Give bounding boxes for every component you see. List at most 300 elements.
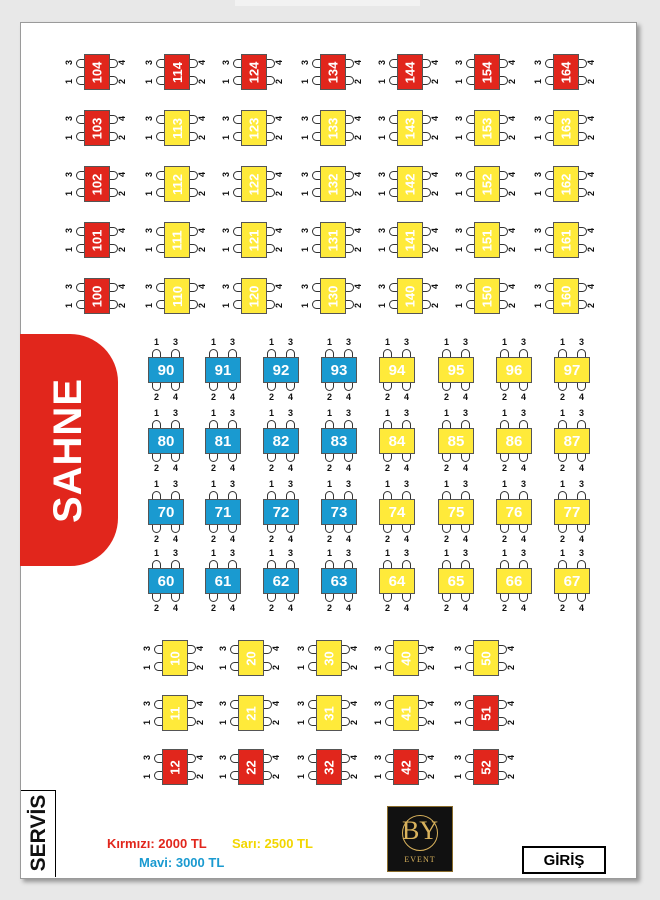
logo-monogram: BY — [401, 816, 439, 845]
chair — [228, 524, 237, 533]
table-76[interactable] — [496, 499, 532, 525]
seat-number: 4 — [463, 603, 469, 613]
table-number: 87 — [563, 432, 581, 450]
table-32[interactable] — [316, 749, 342, 785]
table-number: 64 — [388, 572, 406, 590]
table-134[interactable] — [320, 54, 346, 90]
table-112[interactable] — [164, 166, 190, 202]
seat-number: 1 — [221, 190, 232, 197]
chair — [152, 593, 161, 602]
table-number: 20 — [243, 650, 259, 666]
seat-number: 3 — [454, 171, 465, 178]
seat-number: 2 — [502, 463, 508, 473]
seat-number: 2 — [211, 463, 217, 473]
seat-number: 4 — [586, 115, 597, 122]
chair — [558, 524, 567, 533]
chair — [577, 524, 586, 533]
table-161[interactable] — [553, 222, 579, 258]
table-number: 153 — [479, 117, 495, 139]
seat-number: 4 — [117, 59, 128, 66]
seat-number: 1 — [454, 302, 465, 309]
seat-number: 4 — [463, 463, 469, 473]
seat-number: 1 — [269, 548, 275, 558]
seat-number: 4 — [353, 59, 364, 66]
chair — [402, 524, 411, 533]
seat-number: 2 — [507, 78, 518, 85]
seat-number: 2 — [274, 134, 285, 141]
table-number: 61 — [214, 572, 232, 590]
seat-number: 1 — [211, 548, 217, 558]
seat-number: 1 — [64, 78, 75, 85]
chair — [267, 593, 276, 602]
seat-number: 4 — [430, 115, 441, 122]
table-75[interactable] — [438, 499, 474, 525]
seat-number: 4 — [404, 463, 410, 473]
seat-number: 1 — [142, 773, 153, 780]
table-61[interactable] — [205, 568, 241, 594]
table-144[interactable] — [397, 54, 423, 90]
seat-number: 4 — [506, 645, 517, 652]
table-12[interactable] — [162, 749, 188, 785]
seat-number: 4 — [173, 534, 179, 544]
table-number: 120 — [246, 285, 262, 307]
table-number: 50 — [478, 650, 494, 666]
seat-number: 1 — [327, 479, 333, 489]
seat-number: 4 — [430, 171, 441, 178]
table-number: 91 — [214, 361, 232, 379]
seat-number: 3 — [221, 115, 232, 122]
seat-number: 1 — [377, 134, 388, 141]
table-number: 131 — [325, 229, 341, 251]
table-142[interactable] — [397, 166, 423, 202]
seat-number: 1 — [377, 246, 388, 253]
table-70[interactable] — [148, 499, 184, 525]
table-93[interactable] — [321, 357, 357, 383]
seat-number: 1 — [453, 719, 464, 726]
seat-number: 3 — [454, 115, 465, 122]
table-number: 103 — [89, 117, 105, 139]
table-number: 12 — [167, 759, 183, 775]
seat-number: 3 — [377, 283, 388, 290]
seat-number: 2 — [197, 302, 208, 309]
seat-number: 2 — [274, 190, 285, 197]
service-area — [21, 790, 56, 877]
chair — [577, 453, 586, 462]
table-number: 76 — [505, 503, 523, 521]
seat-number: 1 — [218, 664, 229, 671]
seat-number: 1 — [385, 337, 391, 347]
seat-number: 4 — [579, 534, 585, 544]
seat-number: 4 — [271, 700, 282, 707]
table-number: 121 — [246, 229, 262, 251]
table-number: 75 — [447, 503, 465, 521]
seat-number: 2 — [154, 392, 160, 402]
seat-number: 1 — [444, 479, 450, 489]
table-42[interactable] — [393, 749, 419, 785]
legend-yellow: Sarı: 2500 TL — [232, 836, 313, 851]
table-65[interactable] — [438, 568, 474, 594]
table-number: 62 — [272, 572, 290, 590]
table-153[interactable] — [474, 110, 500, 146]
table-21[interactable] — [238, 695, 264, 731]
table-50[interactable] — [473, 640, 499, 676]
seat-number: 4 — [117, 227, 128, 234]
seat-number: 1 — [502, 337, 508, 347]
seat-number: 2 — [353, 302, 364, 309]
seat-number: 4 — [195, 645, 206, 652]
seat-number: 4 — [521, 392, 527, 402]
seat-number: 4 — [197, 59, 208, 66]
table-number: 60 — [157, 572, 175, 590]
seat-number: 4 — [346, 392, 352, 402]
seat-number: 2 — [274, 302, 285, 309]
table-20[interactable] — [238, 640, 264, 676]
seat-number: 1 — [533, 302, 544, 309]
seat-number: 4 — [173, 603, 179, 613]
seat-number: 2 — [274, 78, 285, 85]
seat-number: 3 — [173, 337, 179, 347]
table-number: 22 — [243, 759, 259, 775]
seat-number: 2 — [430, 134, 441, 141]
seat-number: 1 — [221, 246, 232, 253]
chair — [228, 593, 237, 602]
seat-number: 4 — [274, 283, 285, 290]
seat-number: 4 — [197, 283, 208, 290]
seat-number: 4 — [230, 392, 236, 402]
table-121[interactable] — [241, 222, 267, 258]
seat-number: 3 — [300, 59, 311, 66]
table-41[interactable] — [393, 695, 419, 731]
table-151[interactable] — [474, 222, 500, 258]
table-number: 104 — [89, 61, 105, 83]
table-120[interactable] — [241, 278, 267, 314]
table-number: 134 — [325, 61, 341, 83]
table-110[interactable] — [164, 278, 190, 314]
chair — [325, 524, 334, 533]
seat-number: 1 — [560, 337, 566, 347]
seat-number: 2 — [507, 134, 518, 141]
seat-number: 3 — [288, 479, 294, 489]
seat-number: 1 — [144, 134, 155, 141]
table-154[interactable] — [474, 54, 500, 90]
table-95[interactable] — [438, 357, 474, 383]
chair — [500, 453, 509, 462]
table-52[interactable] — [473, 749, 499, 785]
seat-number: 1 — [154, 548, 160, 558]
table-123[interactable] — [241, 110, 267, 146]
seat-number: 2 — [353, 134, 364, 141]
table-number: 161 — [558, 229, 574, 251]
chair — [519, 382, 528, 391]
table-104[interactable] — [84, 54, 110, 90]
table-94[interactable] — [379, 357, 415, 383]
seat-number: 4 — [507, 227, 518, 234]
chair — [325, 453, 334, 462]
seat-number: 3 — [404, 548, 410, 558]
table-number: 144 — [402, 61, 418, 83]
seat-number: 3 — [173, 479, 179, 489]
seat-number: 2 — [385, 463, 391, 473]
table-63[interactable] — [321, 568, 357, 594]
seat-number: 2 — [506, 664, 517, 671]
seat-number: 4 — [463, 392, 469, 402]
table-74[interactable] — [379, 499, 415, 525]
table-number: 63 — [330, 572, 348, 590]
seat-number: 2 — [271, 773, 282, 780]
seat-number: 2 — [327, 392, 333, 402]
seat-number: 1 — [385, 408, 391, 418]
chair — [209, 382, 218, 391]
seat-number: 2 — [586, 246, 597, 253]
seat-number: 1 — [300, 134, 311, 141]
seat-number: 4 — [117, 283, 128, 290]
table-number: 11 — [167, 706, 183, 720]
seat-number: 4 — [230, 534, 236, 544]
seat-number: 1 — [144, 302, 155, 309]
table-51[interactable] — [473, 695, 499, 731]
table-90[interactable] — [148, 357, 184, 383]
table-133[interactable] — [320, 110, 346, 146]
table-103[interactable] — [84, 110, 110, 146]
table-152[interactable] — [474, 166, 500, 202]
legend-red: Kırmızı: 2000 TL — [107, 836, 207, 851]
seat-number: 3 — [221, 171, 232, 178]
seat-number: 3 — [144, 227, 155, 234]
seat-number: 1 — [560, 408, 566, 418]
chair — [383, 453, 392, 462]
seat-number: 4 — [507, 115, 518, 122]
table-number: 74 — [388, 503, 406, 521]
seat-number: 4 — [426, 754, 437, 761]
seat-number: 3 — [221, 227, 232, 234]
table-124[interactable] — [241, 54, 267, 90]
seat-number: 3 — [454, 227, 465, 234]
table-number: 141 — [402, 229, 418, 251]
table-22[interactable] — [238, 749, 264, 785]
seat-number: 4 — [507, 283, 518, 290]
seat-number: 1 — [453, 664, 464, 671]
table-number: 102 — [89, 173, 105, 195]
seat-number: 3 — [463, 548, 469, 558]
seat-number: 1 — [385, 479, 391, 489]
seat-number: 4 — [117, 115, 128, 122]
seat-number: 2 — [507, 302, 518, 309]
seat-number: 1 — [218, 719, 229, 726]
table-64[interactable] — [379, 568, 415, 594]
table-143[interactable] — [397, 110, 423, 146]
seat-number: 3 — [377, 115, 388, 122]
seat-number: 4 — [346, 603, 352, 613]
seat-number: 1 — [502, 479, 508, 489]
seat-number: 4 — [197, 115, 208, 122]
seat-number: 3 — [230, 337, 236, 347]
seat-number: 3 — [64, 171, 75, 178]
seat-number: 3 — [373, 700, 384, 707]
table-number: 40 — [398, 650, 414, 666]
table-130[interactable] — [320, 278, 346, 314]
seat-number: 2 — [327, 463, 333, 473]
chair — [558, 593, 567, 602]
seat-number: 2 — [426, 773, 437, 780]
table-102[interactable] — [84, 166, 110, 202]
table-71[interactable] — [205, 499, 241, 525]
seat-number: 3 — [144, 59, 155, 66]
table-131[interactable] — [320, 222, 346, 258]
seat-number: 3 — [454, 283, 465, 290]
table-number: 130 — [325, 285, 341, 307]
table-number: 93 — [330, 361, 348, 379]
chair — [442, 524, 451, 533]
seat-number: 4 — [346, 463, 352, 473]
table-67[interactable] — [554, 568, 590, 594]
seat-number: 1 — [533, 246, 544, 253]
table-number: 133 — [325, 117, 341, 139]
seat-number: 1 — [560, 479, 566, 489]
table-111[interactable] — [164, 222, 190, 258]
table-30[interactable] — [316, 640, 342, 676]
table-72[interactable] — [263, 499, 299, 525]
seat-number: 4 — [521, 603, 527, 613]
seat-number: 1 — [502, 548, 508, 558]
seat-number: 2 — [560, 603, 566, 613]
table-92[interactable] — [263, 357, 299, 383]
seat-number: 4 — [579, 603, 585, 613]
chair — [558, 453, 567, 462]
chair — [209, 593, 218, 602]
table-80[interactable] — [148, 428, 184, 454]
seat-number: 2 — [444, 392, 450, 402]
chair — [171, 524, 180, 533]
seat-number: 1 — [296, 719, 307, 726]
chair — [577, 382, 586, 391]
seat-number: 3 — [533, 171, 544, 178]
table-86[interactable] — [496, 428, 532, 454]
seat-number: 1 — [154, 408, 160, 418]
table-66[interactable] — [496, 568, 532, 594]
seat-number: 2 — [154, 603, 160, 613]
seat-number: 3 — [521, 479, 527, 489]
seat-number: 2 — [117, 134, 128, 141]
seat-number: 1 — [211, 408, 217, 418]
seat-number: 3 — [300, 227, 311, 234]
seat-number: 3 — [521, 548, 527, 558]
chair — [171, 453, 180, 462]
seat-number: 3 — [579, 548, 585, 558]
table-40[interactable] — [393, 640, 419, 676]
seat-number: 2 — [154, 534, 160, 544]
table-160[interactable] — [553, 278, 579, 314]
seat-number: 1 — [454, 134, 465, 141]
seat-number: 1 — [300, 190, 311, 197]
table-number: 160 — [558, 285, 574, 307]
table-122[interactable] — [241, 166, 267, 202]
seat-number: 3 — [377, 171, 388, 178]
table-97[interactable] — [554, 357, 590, 383]
table-162[interactable] — [553, 166, 579, 202]
seat-number: 3 — [373, 754, 384, 761]
seat-number: 2 — [269, 603, 275, 613]
table-164[interactable] — [553, 54, 579, 90]
seat-number: 1 — [454, 78, 465, 85]
seat-number: 2 — [269, 392, 275, 402]
seat-number: 1 — [154, 337, 160, 347]
table-number: 163 — [558, 117, 574, 139]
seat-number: 4 — [349, 754, 360, 761]
chair — [577, 593, 586, 602]
table-91[interactable] — [205, 357, 241, 383]
seat-number: 3 — [404, 337, 410, 347]
seat-number: 4 — [349, 645, 360, 652]
table-84[interactable] — [379, 428, 415, 454]
seat-number: 2 — [444, 603, 450, 613]
seat-number: 1 — [221, 302, 232, 309]
table-31[interactable] — [316, 695, 342, 731]
seat-number: 3 — [463, 408, 469, 418]
seat-number: 1 — [64, 246, 75, 253]
seat-number: 3 — [218, 754, 229, 761]
table-132[interactable] — [320, 166, 346, 202]
seat-number: 2 — [271, 719, 282, 726]
table-82[interactable] — [263, 428, 299, 454]
seat-number: 1 — [142, 719, 153, 726]
seat-number: 4 — [507, 59, 518, 66]
seat-number: 2 — [430, 190, 441, 197]
table-77[interactable] — [554, 499, 590, 525]
chair — [500, 593, 509, 602]
seat-number: 4 — [230, 603, 236, 613]
table-114[interactable] — [164, 54, 190, 90]
table-85[interactable] — [438, 428, 474, 454]
table-62[interactable] — [263, 568, 299, 594]
table-100[interactable] — [84, 278, 110, 314]
table-81[interactable] — [205, 428, 241, 454]
seat-number: 2 — [271, 664, 282, 671]
table-73[interactable] — [321, 499, 357, 525]
table-number: 143 — [402, 117, 418, 139]
service-label: SERVİS — [27, 794, 50, 872]
seat-number: 1 — [221, 78, 232, 85]
table-number: 154 — [479, 61, 495, 83]
seat-number: 1 — [144, 246, 155, 253]
seat-number: 1 — [454, 246, 465, 253]
table-141[interactable] — [397, 222, 423, 258]
seat-number: 3 — [533, 59, 544, 66]
table-number: 113 — [169, 117, 185, 139]
table-87[interactable] — [554, 428, 590, 454]
table-11[interactable] — [162, 695, 188, 731]
table-140[interactable] — [397, 278, 423, 314]
seat-number: 3 — [296, 700, 307, 707]
table-101[interactable] — [84, 222, 110, 258]
table-150[interactable] — [474, 278, 500, 314]
seat-number: 4 — [521, 463, 527, 473]
table-113[interactable] — [164, 110, 190, 146]
table-83[interactable] — [321, 428, 357, 454]
seat-number: 2 — [586, 134, 597, 141]
seat-number: 1 — [444, 337, 450, 347]
table-number: 152 — [479, 173, 495, 195]
seat-number: 3 — [533, 115, 544, 122]
seat-number: 1 — [373, 719, 384, 726]
table-number: 21 — [243, 705, 259, 721]
table-163[interactable] — [553, 110, 579, 146]
table-60[interactable] — [148, 568, 184, 594]
seat-number: 4 — [173, 392, 179, 402]
seat-number: 2 — [507, 246, 518, 253]
table-number: 67 — [563, 572, 581, 590]
table-10[interactable] — [162, 640, 188, 676]
table-96[interactable] — [496, 357, 532, 383]
